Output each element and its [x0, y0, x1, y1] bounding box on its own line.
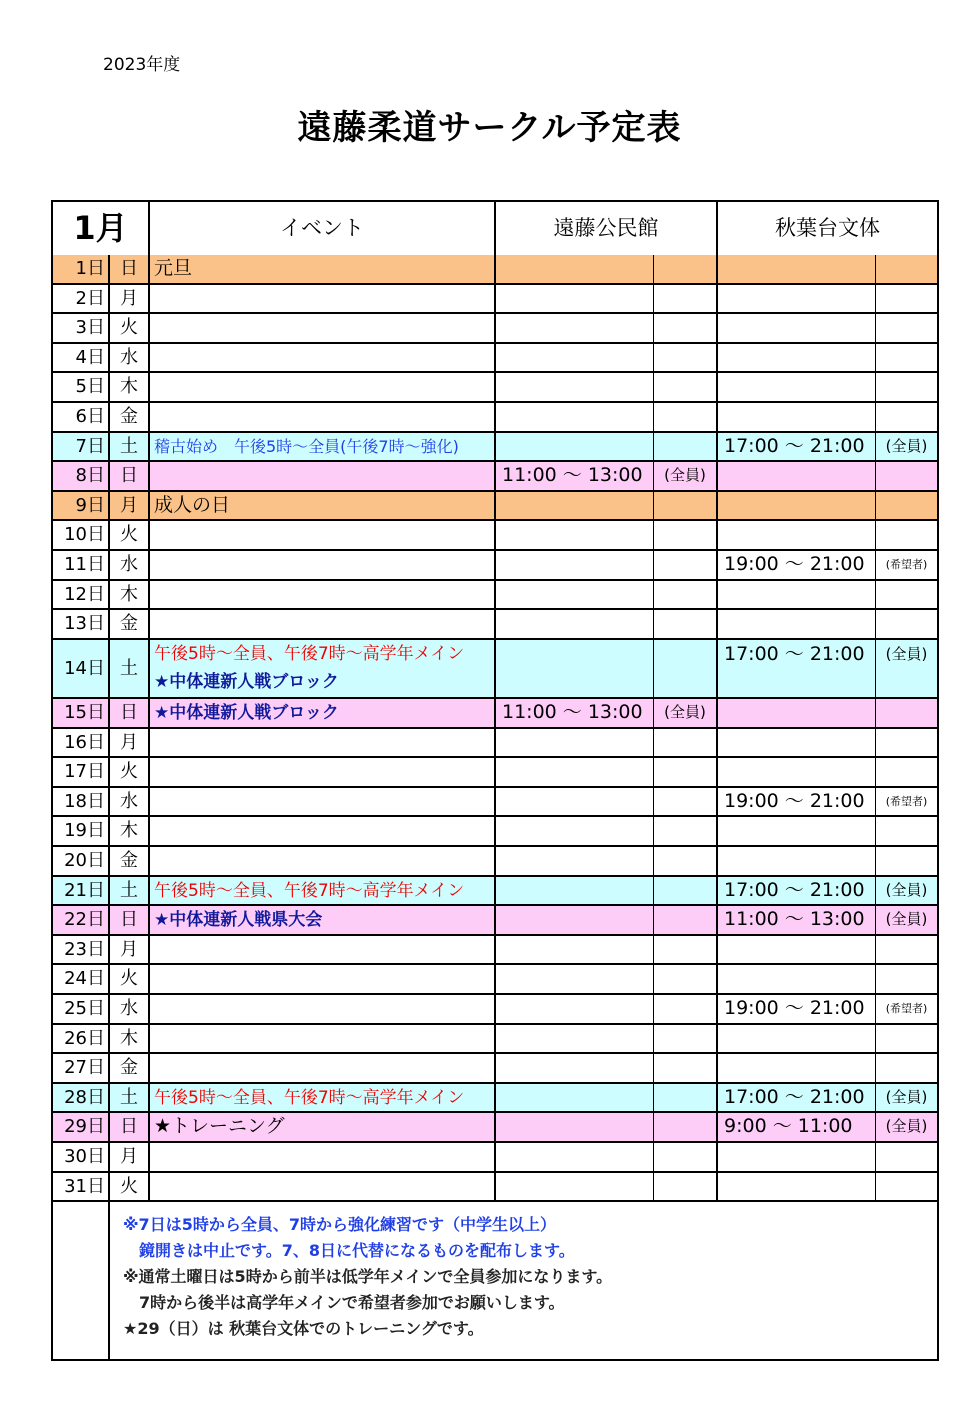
note-line: ※通常土曜日は5時から前半は低学年メインで全員参加になります。: [123, 1267, 613, 1286]
weekday-cell: 木: [110, 817, 150, 845]
event-cell: [150, 936, 496, 964]
table-row: [53, 1084, 937, 1114]
venue2-time-cell: [718, 1173, 876, 1201]
venue2-note-cell: [876, 255, 937, 283]
venue1-note-cell: [654, 1143, 718, 1171]
weekday-cell: 木: [110, 581, 150, 609]
table-row: [53, 1025, 937, 1055]
event-cell: [150, 965, 496, 993]
event-cell: [150, 758, 496, 786]
venue1-note-cell: [654, 581, 718, 609]
venue1-note-cell: [654, 965, 718, 993]
note-line: ★29（日）は 秋葉台文体でのトレーニングです。: [123, 1319, 484, 1338]
venue1-time-cell: [496, 255, 654, 283]
table-row: [53, 877, 937, 907]
venue1-time-cell: [496, 817, 654, 845]
table-row: [53, 521, 937, 551]
venue2-note-cell: [876, 1054, 937, 1082]
table-row: [53, 640, 937, 699]
venue2-time-cell: [718, 610, 876, 638]
table-row: [53, 729, 937, 759]
table-row: [53, 995, 937, 1025]
venue1-time-cell: 11:00 ～ 13:00: [496, 462, 654, 490]
event-cell: [150, 344, 496, 372]
date-cell: 18日: [53, 788, 110, 816]
venue1-note-cell: [654, 1173, 718, 1201]
table-row: [53, 847, 937, 877]
venue2-note-cell: [876, 936, 937, 964]
venue1-note-cell: [654, 314, 718, 342]
venue2-time-cell: 19:00 ～ 21:00: [718, 551, 876, 579]
event-cell: [150, 699, 496, 727]
weekday-cell: 水: [110, 344, 150, 372]
venue2-time-cell: [718, 521, 876, 549]
weekday-cell: 日: [110, 906, 150, 934]
event-cell: [150, 817, 496, 845]
event-cell: [150, 906, 496, 934]
event-text: 午後5時～全員、午後7時～高学年メイン: [154, 880, 465, 901]
venue1-note-cell: [654, 1054, 718, 1082]
table-row: [53, 1173, 937, 1203]
venue1-time-cell: [496, 610, 654, 638]
date-cell: 11日: [53, 551, 110, 579]
venue1-time-cell: [496, 1113, 654, 1141]
table-row: [53, 403, 937, 433]
note-line: ※7日は5時から全員、7時から強化練習です（中学生以上）: [123, 1215, 556, 1234]
venue1-note-cell: [654, 847, 718, 875]
venue1-note-cell: [654, 788, 718, 816]
table-row: [53, 285, 937, 315]
venue1-time-cell: [496, 877, 654, 905]
venue2-time-cell: [718, 373, 876, 401]
venue2-note-cell: [876, 729, 937, 757]
venue2-time-cell: [718, 492, 876, 520]
table-row: [53, 699, 937, 729]
venue1-time-cell: [496, 758, 654, 786]
venue1-time-cell: 11:00 ～ 13:00: [496, 699, 654, 727]
venue1-note-cell: [654, 373, 718, 401]
weekday-cell: 日: [110, 1113, 150, 1141]
venue1-time-cell: [496, 433, 654, 461]
event-cell: [150, 1084, 496, 1112]
weekday-cell: 月: [110, 729, 150, 757]
date-cell: 16日: [53, 729, 110, 757]
venue2-time-cell: [718, 729, 876, 757]
venue2-time-cell: 17:00 ～ 21:00: [718, 640, 876, 697]
venue2-time-cell: [718, 462, 876, 490]
venue2-note-cell: [876, 314, 937, 342]
event-cell: [150, 492, 496, 520]
date-cell: 26日: [53, 1025, 110, 1053]
venue2-time-cell: [718, 285, 876, 313]
page-title: 遠藤柔道サークル予定表: [297, 108, 682, 148]
weekday-cell: 土: [110, 1084, 150, 1112]
venue1-time-cell: [496, 492, 654, 520]
venue1-note-cell: [654, 492, 718, 520]
venue1-time-cell: [496, 1143, 654, 1171]
weekday-cell: 月: [110, 936, 150, 964]
venue2-time-cell: 17:00 ～ 21:00: [718, 1084, 876, 1112]
venue1-note-cell: [654, 640, 718, 697]
venue2-time-cell: 17:00 ～ 21:00: [718, 433, 876, 461]
table-row: [53, 758, 937, 788]
table-row: [53, 817, 937, 847]
weekday-cell: 月: [110, 285, 150, 313]
venue2-note-cell: (希望者): [885, 794, 928, 808]
date-cell: 1日: [53, 255, 110, 283]
date-cell: 12日: [53, 581, 110, 609]
weekday-cell: 水: [110, 995, 150, 1023]
venue1-note-cell: [654, 995, 718, 1023]
venue1-time-cell: [496, 521, 654, 549]
event-cell: [150, 1054, 496, 1082]
venue1-time-cell: [496, 906, 654, 934]
venue2-note-cell: [876, 373, 937, 401]
date-cell: 9日: [53, 492, 110, 520]
venue2-column-header: 秋葉台文体: [775, 216, 880, 240]
event-cell: [150, 1143, 496, 1171]
venue1-note-cell: [654, 1084, 718, 1112]
table-row: [53, 581, 937, 611]
venue1-note-cell: [654, 877, 718, 905]
event-cell: [150, 610, 496, 638]
weekday-cell: 火: [110, 314, 150, 342]
date-cell: 27日: [53, 1054, 110, 1082]
date-cell: 8日: [53, 462, 110, 490]
venue2-time-cell: [718, 344, 876, 372]
venue2-time-cell: 19:00 ～ 21:00: [718, 995, 876, 1023]
event-text: ★中体連新人戦県大会: [154, 910, 323, 931]
venue2-time-cell: [718, 847, 876, 875]
venue1-note-cell: [654, 1113, 718, 1141]
schedule-table: [51, 200, 939, 1361]
table-row: [53, 492, 937, 522]
event-text: ★トレーニング: [154, 1115, 285, 1138]
table-row: [53, 610, 937, 640]
venue2-note-cell: [876, 847, 937, 875]
venue2-time-cell: [718, 699, 876, 727]
venue2-note-cell: [876, 285, 937, 313]
notes-list: [123, 1212, 612, 1342]
table-row: [53, 1054, 937, 1084]
weekday-cell: 金: [110, 403, 150, 431]
event-text: 成人の日: [154, 493, 231, 516]
weekday-cell: 金: [110, 847, 150, 875]
venue2-note-cell: [876, 492, 937, 520]
venue1-time-cell: [496, 314, 654, 342]
venue2-note-cell: [876, 1025, 937, 1053]
date-cell: 14日: [53, 640, 110, 697]
event-cell: [150, 521, 496, 549]
event-column-header: イベント: [150, 202, 496, 255]
venue2-time-cell: [718, 255, 876, 283]
notes-section: [53, 1202, 937, 1359]
venue2-note-cell: (全員): [885, 436, 928, 455]
table-row: [53, 433, 937, 463]
table-row: [53, 1113, 937, 1143]
venue1-time-cell: [496, 965, 654, 993]
venue1-note-cell: [654, 521, 718, 549]
event-cell: [150, 1113, 496, 1141]
weekday-cell: 火: [110, 965, 150, 993]
venue1-time-cell: [496, 1173, 654, 1201]
weekday-cell: 水: [110, 551, 150, 579]
date-cell: 5日: [53, 373, 110, 401]
event-cell: [150, 1173, 496, 1201]
note-line: 鏡開きは中止です。7、8日に代替になるものを配布します。: [123, 1241, 575, 1260]
table-row: [53, 906, 937, 936]
table-header: [53, 202, 937, 257]
venue2-note-cell: (希望者): [885, 558, 928, 571]
event-cell: [150, 255, 496, 283]
venue2-note-cell: [876, 462, 937, 490]
event-text: 元旦: [154, 257, 193, 279]
date-cell: 31日: [53, 1173, 110, 1201]
venue1-time-cell: [496, 1084, 654, 1112]
note-line: 7時から後半は高学年メインで希望者参加でお願いします。: [123, 1293, 565, 1312]
venue1-time-cell: [496, 1025, 654, 1053]
venue1-note-cell: [654, 1025, 718, 1053]
venue1-note-cell: [654, 285, 718, 313]
date-cell: 20日: [53, 847, 110, 875]
venue1-column-header: 遠藤公民館: [496, 202, 718, 255]
event-cell: [150, 551, 496, 579]
weekday-cell: 火: [110, 1173, 150, 1201]
venue2-time-cell: [718, 758, 876, 786]
weekday-cell: 月: [110, 1143, 150, 1171]
venue1-note-cell: [654, 610, 718, 638]
venue1-note-cell: [654, 255, 718, 283]
weekday-cell: 日: [110, 699, 150, 727]
date-cell: 30日: [53, 1143, 110, 1171]
venue1-time-cell: [496, 403, 654, 431]
venue1-time-cell: [496, 1054, 654, 1082]
venue1-note-cell: [654, 758, 718, 786]
date-cell: 25日: [53, 995, 110, 1023]
event-text: ★中体連新人戦ブロック: [154, 671, 339, 692]
venue1-note-cell: [654, 433, 718, 461]
venue2-time-cell: [718, 314, 876, 342]
date-cell: 4日: [53, 344, 110, 372]
weekday-cell: 火: [110, 758, 150, 786]
event-cell: [150, 1025, 496, 1053]
event-text: 稽古始め 午後5時～全員(午後7時～強化): [154, 436, 459, 456]
table-row: [53, 965, 937, 995]
weekday-cell: 土: [110, 640, 150, 697]
weekday-cell: 木: [110, 373, 150, 401]
venue2-note-cell: (全員): [885, 644, 928, 663]
table-row: [53, 936, 937, 966]
venue1-time-cell: [496, 373, 654, 401]
venue2-note-cell: [876, 581, 937, 609]
venue2-note-cell: [876, 344, 937, 372]
event-cell: [150, 462, 496, 490]
venue1-time-cell: [496, 729, 654, 757]
venue2-note-cell: [876, 521, 937, 549]
event-cell: [150, 729, 496, 757]
venue2-time-cell: [718, 965, 876, 993]
month-header: 1月: [53, 202, 150, 255]
venue2-time-cell: [718, 403, 876, 431]
table-row: [53, 551, 937, 581]
event-text: 午後5時～全員、午後7時～高学年メイン: [154, 1087, 465, 1108]
venue2-time-cell: [718, 1143, 876, 1171]
venue1-note-cell: [654, 403, 718, 431]
table-row: [53, 255, 937, 285]
venue2-note-cell: [876, 817, 937, 845]
date-cell: 28日: [53, 1084, 110, 1112]
venue2-note-cell: [876, 1143, 937, 1171]
venue1-time-cell: [496, 581, 654, 609]
venue2-time-cell: [718, 1025, 876, 1053]
weekday-cell: 金: [110, 610, 150, 638]
weekday-cell: 土: [110, 877, 150, 905]
venue1-note-cell: [654, 817, 718, 845]
event-text: ★中体連新人戦ブロック: [154, 703, 339, 723]
event-cell: [150, 403, 496, 431]
venue1-time-cell: [496, 640, 654, 697]
date-cell: 3日: [53, 314, 110, 342]
event-cell: [150, 285, 496, 313]
venue2-note-cell: (全員): [885, 910, 928, 929]
event-cell: [150, 847, 496, 875]
venue2-note-cell: [876, 758, 937, 786]
venue2-time-cell: 9:00 ～ 11:00: [718, 1113, 876, 1141]
venue1-note-cell: (全員): [654, 462, 718, 490]
weekday-cell: 土: [110, 433, 150, 461]
date-cell: 10日: [53, 521, 110, 549]
venue2-time-cell: [718, 936, 876, 964]
event-cell: [150, 788, 496, 816]
venue2-time-cell: [718, 1054, 876, 1082]
venue1-note-cell: [654, 344, 718, 372]
table-row: [53, 462, 937, 492]
date-cell: 19日: [53, 817, 110, 845]
date-cell: 15日: [53, 699, 110, 727]
date-cell: 23日: [53, 936, 110, 964]
venue1-time-cell: [496, 995, 654, 1023]
venue1-time-cell: [496, 285, 654, 313]
weekday-cell: 金: [110, 1054, 150, 1082]
venue2-time-cell: [718, 581, 876, 609]
event-cell: [150, 433, 496, 461]
date-cell: 24日: [53, 965, 110, 993]
venue2-note-cell: [876, 965, 937, 993]
table-row: [53, 344, 937, 374]
weekday-cell: 月: [110, 492, 150, 520]
venue2-note-cell: (希望者): [885, 1002, 928, 1015]
weekday-cell: 日: [110, 462, 150, 490]
weekday-cell: 木: [110, 1025, 150, 1053]
venue2-time-cell: 11:00 ～ 13:00: [718, 906, 876, 934]
event-text: 午後5時～全員、午後7時～高学年メイン: [154, 643, 465, 664]
venue2-note-cell: (全員): [885, 1087, 928, 1106]
venue2-note-cell: [876, 699, 937, 727]
table-row: [53, 314, 937, 344]
venue1-time-cell: [496, 847, 654, 875]
venue1-note-cell: (全員): [654, 699, 718, 727]
date-cell: 13日: [53, 610, 110, 638]
date-cell: 29日: [53, 1113, 110, 1141]
date-cell: 7日: [53, 433, 110, 461]
date-cell: 2日: [53, 285, 110, 313]
notes-left-cell: [53, 1202, 110, 1359]
venue2-note-cell: (全員): [885, 1117, 928, 1136]
date-cell: 17日: [53, 758, 110, 786]
venue1-note-cell: [654, 936, 718, 964]
table-row: [53, 373, 937, 403]
venue2-time-cell: [718, 817, 876, 845]
event-cell: [150, 373, 496, 401]
venue1-note-cell: [654, 906, 718, 934]
venue2-note-cell: [876, 403, 937, 431]
venue2-time-cell: 19:00 ～ 21:00: [718, 788, 876, 816]
venue1-time-cell: [496, 551, 654, 579]
weekday-cell: 火: [110, 521, 150, 549]
table-row: [53, 788, 937, 818]
venue2-time-cell: 17:00 ～ 21:00: [718, 877, 876, 905]
date-cell: 22日: [53, 906, 110, 934]
venue2-note-cell: [876, 610, 937, 638]
venue2-note-cell: [876, 1173, 937, 1201]
venue1-note-cell: [654, 551, 718, 579]
event-cell: [150, 877, 496, 905]
event-cell: [150, 314, 496, 342]
venue2-note-cell: (全員): [885, 880, 928, 899]
venue1-time-cell: [496, 788, 654, 816]
weekday-cell: 水: [110, 788, 150, 816]
venue1-time-cell: [496, 936, 654, 964]
weekday-cell: 日: [110, 255, 150, 283]
event-cell: [150, 581, 496, 609]
event-cell: [150, 995, 496, 1023]
venue1-note-cell: [654, 729, 718, 757]
fiscal-year-label: 2023年度: [103, 55, 181, 75]
date-cell: 21日: [53, 877, 110, 905]
date-cell: 6日: [53, 403, 110, 431]
event-cell: [150, 640, 496, 697]
table-row: [53, 1143, 937, 1173]
venue1-time-cell: [496, 344, 654, 372]
